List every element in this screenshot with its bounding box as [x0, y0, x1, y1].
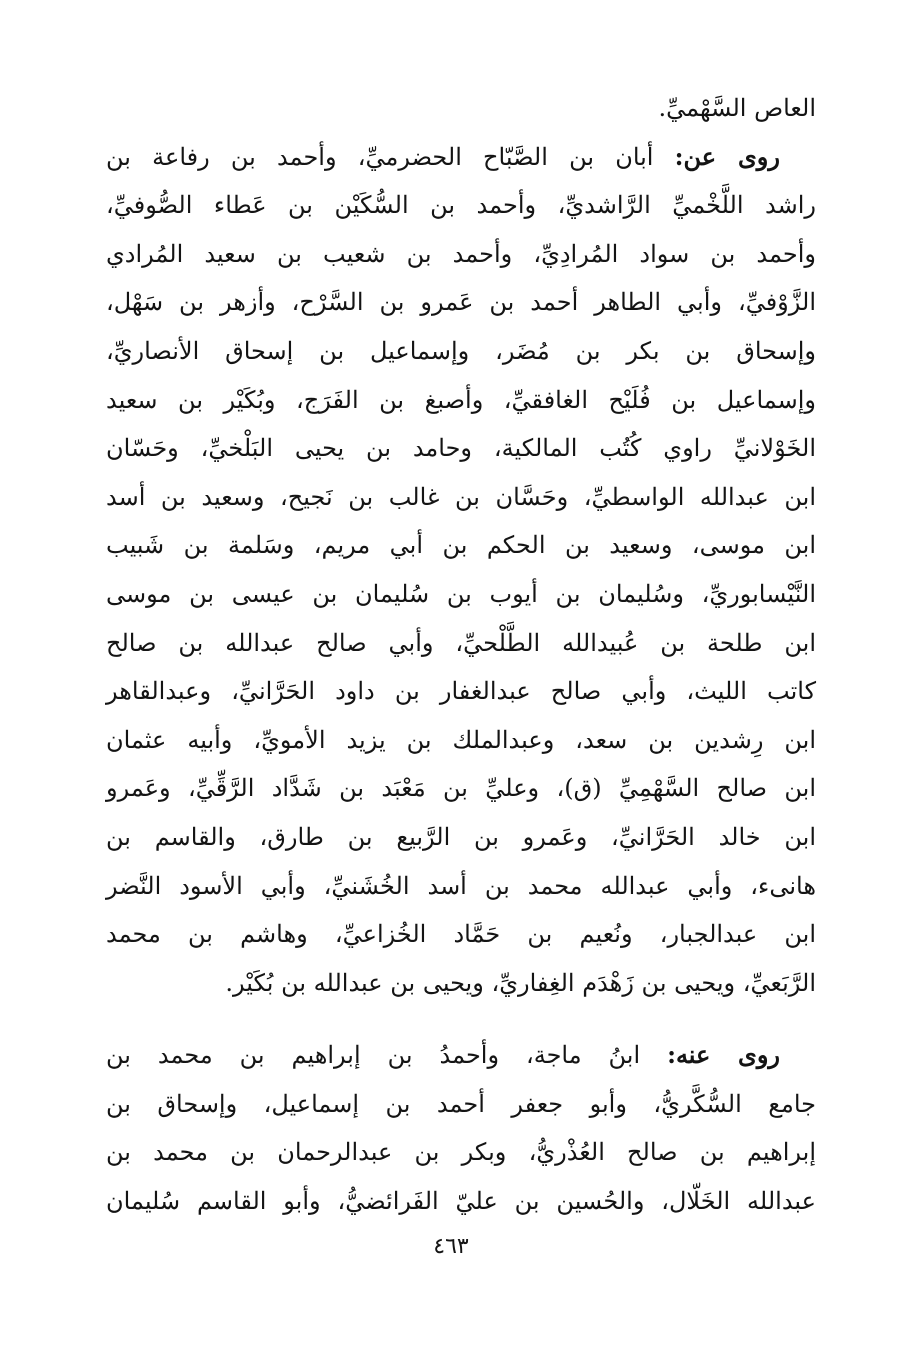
text-line: وإسماعيل بن فُلَيْح الغافقيِّ، وأصبغ بن الفَرَج، وبُكَيْر بن سعيد	[106, 385, 816, 414]
text-line: ابن عبدالله الواسطيِّ، وحَسَّان بن غالب بن نَجيح، وسعيد بن أسد	[106, 482, 816, 511]
text-line: هانىء، وأبي عبدالله محمد بن أسد الخُشَنيِّ، وأبي الأسود النَّضر	[106, 871, 816, 900]
narrated-by-paragraph	[106, 1031, 816, 1225]
text-line: وإسحاق بن بكر بن مُضَر، وإسماعيل بن إسحاق الأنصاريِّ،	[106, 336, 816, 365]
text-line: الخَوْلانيِّ راوي كُتُب المالكية، وحامد بن يحيى البَلْخيِّ، وحَسّان	[106, 434, 816, 463]
narrated-by-first-text: ابنُ ماجة، وأحمدُ بن إبراهيم بن محمد بن	[106, 1041, 641, 1070]
narrated-from-first-line	[106, 133, 816, 182]
narrated-from-label: روى عن:	[674, 141, 780, 171]
text-line: كاتب الليث، وأبي صالح عبدالغفار بن داود الحَرَّانيِّ، وعبدالقاهر	[106, 677, 816, 706]
narrated-by-first-line	[106, 1031, 816, 1080]
text-line: عبدالله الخَلّال، والحُسين بن عليّ الفَرائضيُّ، وأبو القاسم سُليمان	[106, 1187, 816, 1216]
text-column	[106, 84, 816, 1226]
text-line: الزَّوْفيِّ، وأبي الطاهر أحمد بن عَمرو بن السَّرْح، وأزهر بن سَهْل،	[106, 288, 816, 317]
text-line: إبراهيم بن صالح العُذْريُّ، وبكر بن عبدالرحمان بن محمد بن	[106, 1138, 816, 1167]
paragraph-gap	[106, 1007, 816, 1031]
text-line: ابن عبدالجبار، ونُعيم بن حَمَّاد الخُزاعيِّ، وهاشم بن محمد	[106, 920, 816, 949]
text-line: وأحمد بن سواد المُرادِيِّ، وأحمد بن شعيب بن سعيد المُرادي	[106, 239, 817, 268]
text-line: النَّيْسابوريِّ، وسُليمان بن أيوب بن سُليمان بن عيسى بن موسى	[106, 579, 816, 608]
text-line: ابن رِشدين بن سعد، وعبدالملك بن يزيد الأمويِّ، وأبيه عثمان	[106, 725, 816, 754]
text-line: ابن طلحة بن عُبيدالله الطَّلْحيِّ، وأبي صالح عبدالله بن صالح	[106, 628, 816, 657]
text-line: جامع السُّكَّريُّ، وأبو جعفر أحمد بن إسماعيل، وإسحاق بن	[106, 1089, 816, 1118]
opening-line: العاص السَّهْميِّ.	[658, 94, 816, 122]
text-line: ابن خالد الحَرَّانيِّ، وعَمرو بن الرَّبيع بن طارق، والقاسم بن	[106, 822, 816, 851]
text-line: ابن موسى، وسعيد بن الحكم بن أبي مريم، وسَلمة بن شَبيب	[106, 531, 816, 560]
page-number: ٤٦٣	[433, 1234, 469, 1259]
narrated-from-paragraph	[106, 133, 816, 1008]
text-line: راشد اللَّخْميِّ الرَّاشديِّ، وأحمد بن السُّكَيْن بن عَطاء الصُّوفيِّ،	[106, 191, 816, 220]
text-line: ابن صالح السَّهْمِيِّ (ق)، وعليِّ بن مَعْبَد بن شَدَّاد الرَّقِّيِّ، وعَمرو	[106, 774, 816, 803]
narrated-from-first-text: أبان بن الصَّبّاح الحضرميِّ، وأحمد بن رفاعة بن	[106, 142, 654, 171]
text-line: الرَّبَعيِّ، ويحيى بن زَهْدَم الغِفاريِّ، ويحيى بن عبدالله بن بُكَيْر.	[225, 968, 816, 997]
narrated-by-label: روى عنه:	[667, 1040, 780, 1070]
